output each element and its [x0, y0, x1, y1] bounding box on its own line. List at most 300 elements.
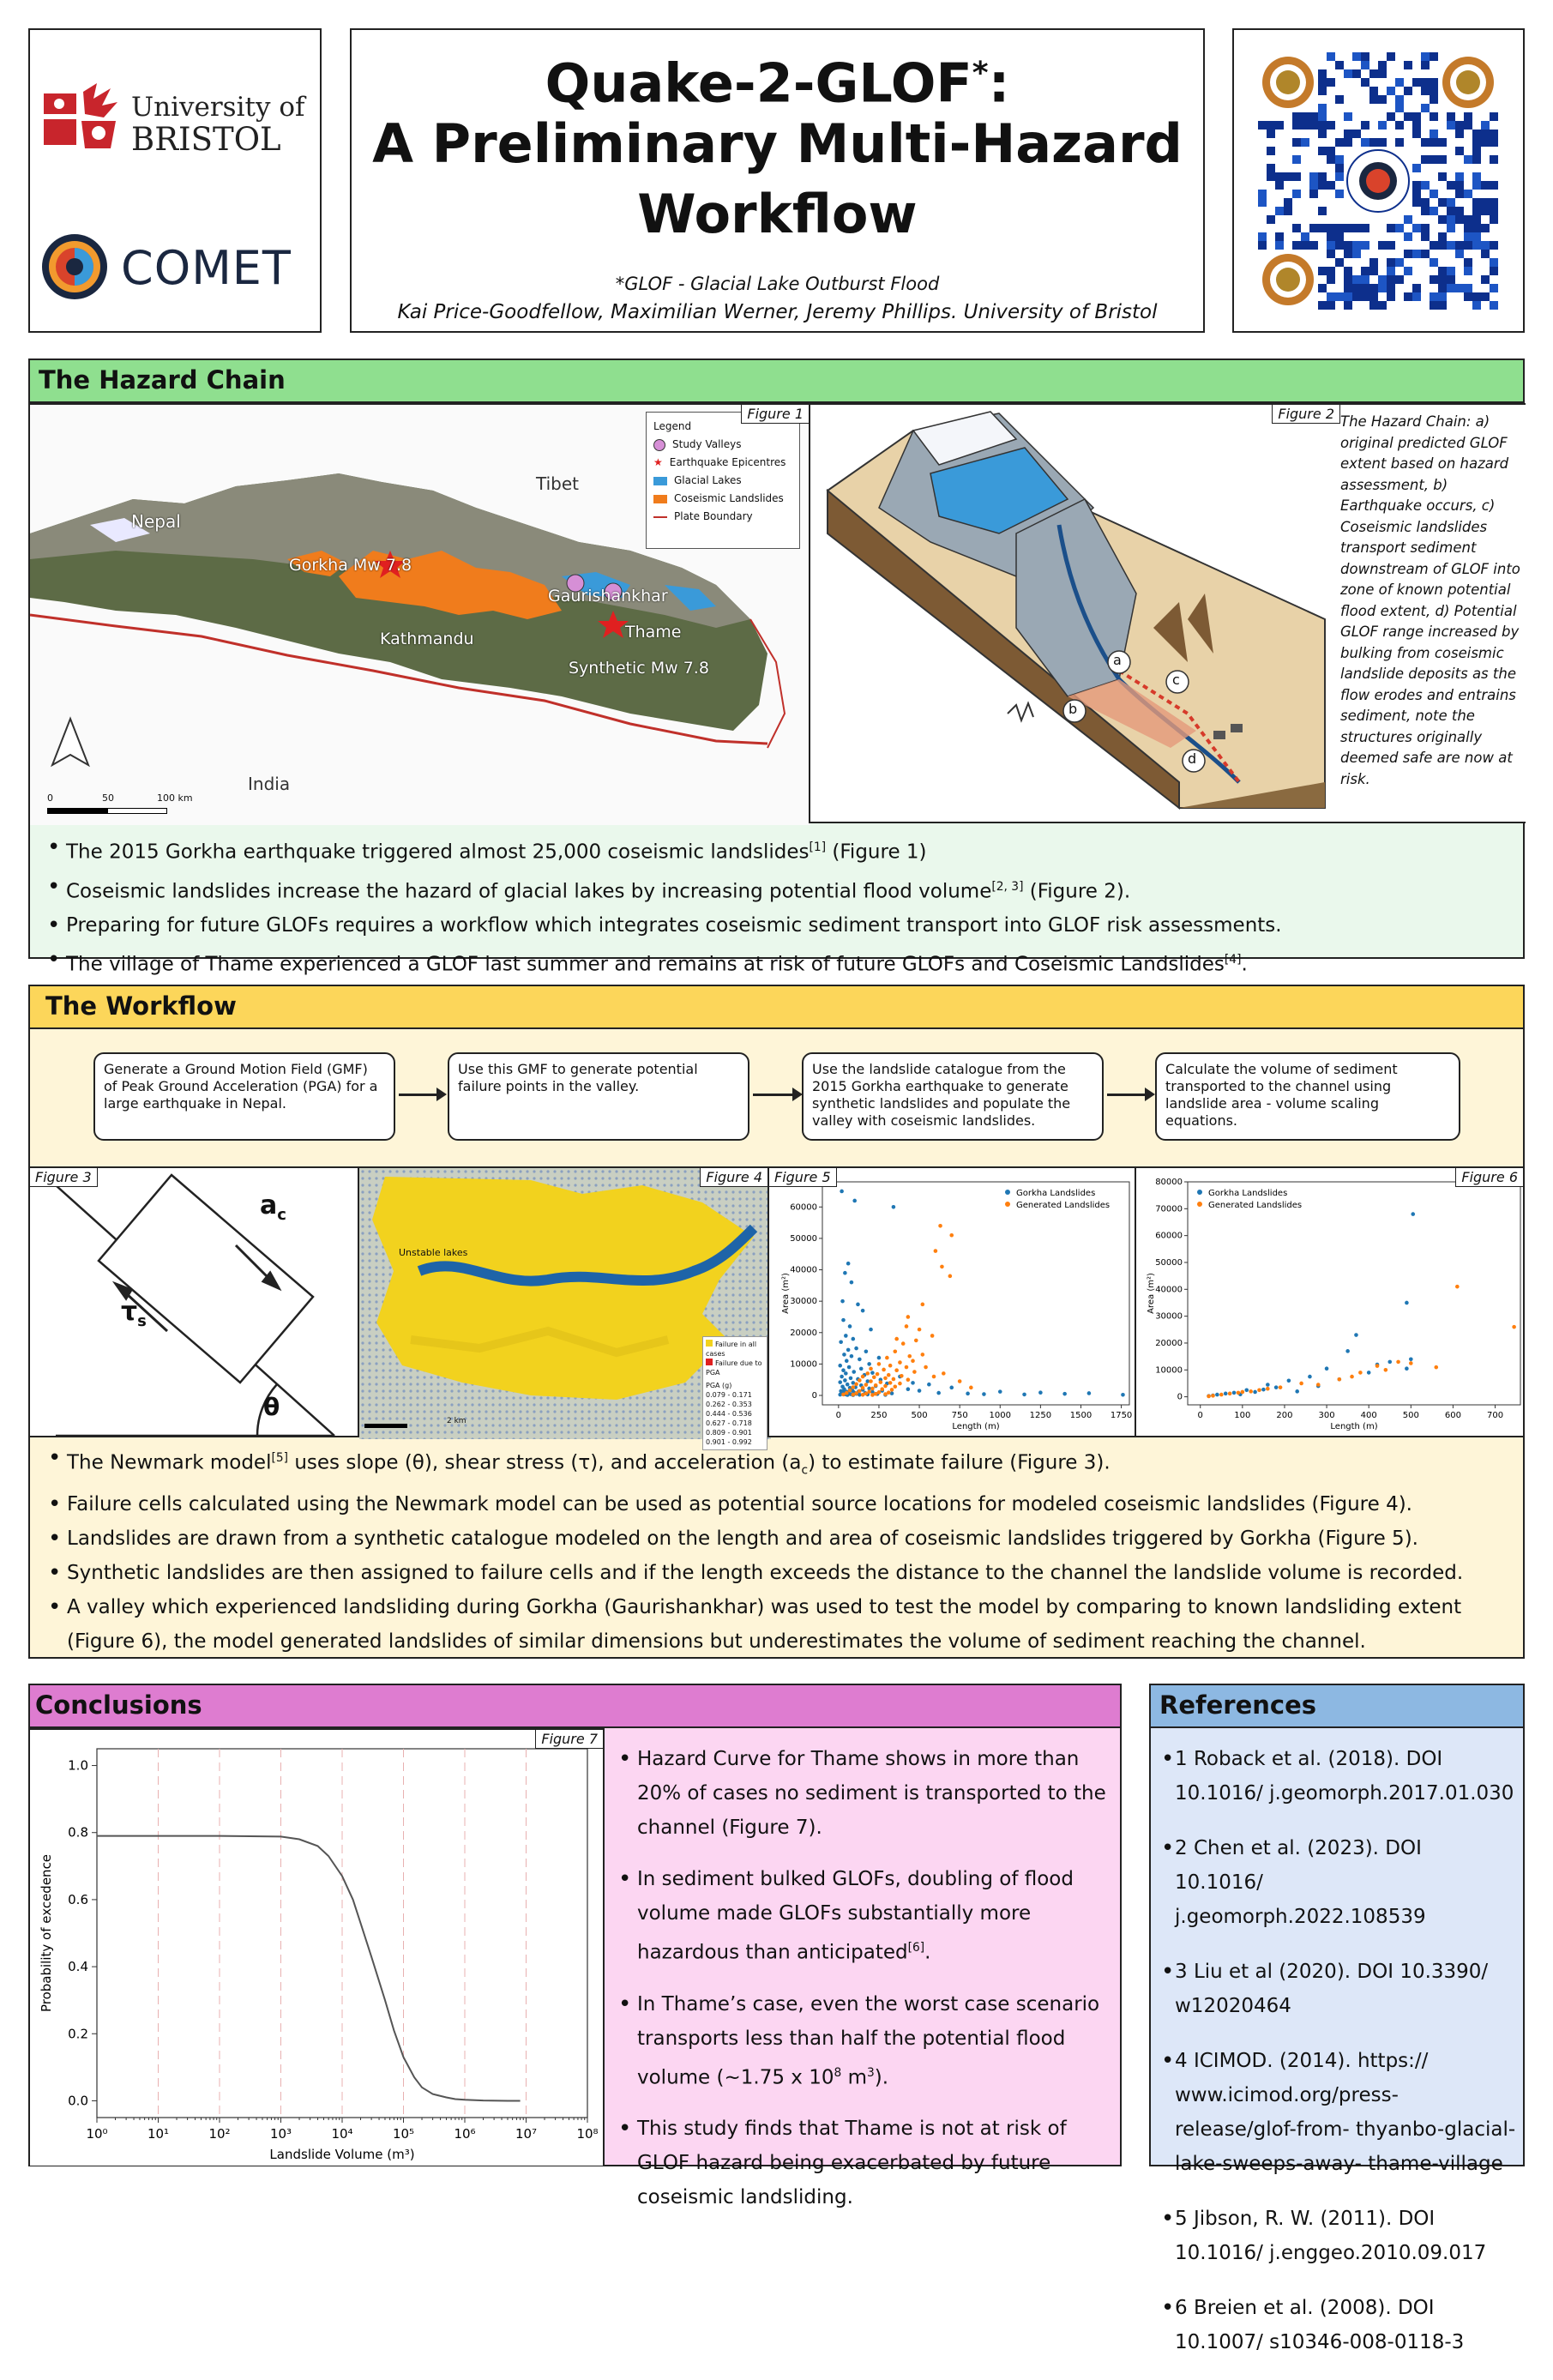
legend-study-valleys: Study Valleys: [653, 436, 792, 454]
hazard-bullet: • Coseismic landslides increase the hazard of glacial lakes by increasing potential flood volume[2, 3] (Figure 2).: [42, 870, 1517, 909]
data-point: [843, 1378, 847, 1383]
data-point: [861, 1393, 865, 1397]
qr-module: [1455, 207, 1464, 215]
data-point: [1375, 1364, 1380, 1368]
data-point: [870, 1393, 875, 1397]
data-point: [1274, 1385, 1279, 1389]
x-tick-label: 10¹: [147, 2126, 170, 2142]
data-point: [1405, 1366, 1409, 1371]
qr-module: [1378, 61, 1387, 69]
y-tick-label: 80000: [1155, 1178, 1183, 1187]
workflow-step-3: Use the landslide catalogue from the 2015 Gorkha earthquake to generate synthetic landslides and populate the valley with coseismic landslides.: [802, 1052, 1104, 1141]
data-point: [879, 1380, 883, 1384]
data-point: [1241, 1390, 1245, 1395]
hazard-bullet: • Preparing for future GLOFs requires a workflow which integrates coseismic sediment transport into GLOF risk assessments.: [42, 908, 1517, 943]
qr-module: [1352, 292, 1361, 301]
data-point: [1022, 1393, 1026, 1397]
qr-module: [1327, 301, 1335, 310]
qr-module: [1309, 181, 1318, 190]
qr-module: [1344, 284, 1352, 292]
qr-module: [1447, 267, 1455, 275]
data-point: [859, 1367, 864, 1371]
qr-module: [1472, 172, 1481, 181]
qr-module: [1447, 275, 1455, 284]
qr-code-icon[interactable]: [1258, 52, 1498, 310]
data-point: [865, 1371, 870, 1376]
figure3-newmark-diagram: [28, 1166, 359, 1437]
qr-module: [1301, 112, 1309, 121]
data-point: [890, 1388, 894, 1392]
legend-box: [646, 412, 800, 549]
qr-module: [1301, 138, 1309, 147]
qr-module: [1387, 267, 1395, 275]
x-tick-label: 750: [951, 1411, 968, 1420]
qr-module: [1412, 198, 1421, 207]
x-tick-label: 200: [1276, 1411, 1293, 1420]
data-point: [883, 1384, 888, 1389]
qr-module: [1361, 78, 1369, 87]
qr-module: [1464, 155, 1472, 164]
figure2-caption: The Hazard Chain: a) original predicted GLOF extent based on hazard assessment, b) Earthquake occurs, c) Coseismic landslides transport sediment downstream of GLOF into zone of known potential flood extent, d) Potential GLOF range increased by bulking from coseismic landslide deposits as the flow erodes and entrains sediment, note the structures originally deemed safe are now at risk.: [1340, 413, 1520, 787]
qr-module: [1387, 275, 1395, 284]
workflow-arrow: [399, 1094, 442, 1096]
data-point: [958, 1379, 962, 1383]
qr-module: [1284, 172, 1292, 181]
x-tick-label: 1000: [989, 1411, 1011, 1420]
data-point: [883, 1377, 888, 1381]
qr-module: [1335, 61, 1344, 69]
data-point: [1121, 1393, 1125, 1397]
workflow-arrow: [1107, 1094, 1150, 1096]
qr-module: [1267, 121, 1275, 130]
qr-module: [1447, 224, 1455, 232]
y-tick-label: 40000: [1155, 1285, 1183, 1295]
data-point: [1338, 1377, 1342, 1382]
data-point: [852, 1370, 856, 1374]
qr-module: [1327, 52, 1335, 61]
qr-module: [1481, 224, 1490, 232]
workflow-heading: The Workflow: [30, 986, 1523, 1029]
qr-module: [1327, 241, 1335, 250]
qr-module: [1327, 292, 1335, 301]
qr-module: [1490, 155, 1498, 164]
qr-module: [1318, 87, 1327, 95]
data-point: [838, 1364, 842, 1368]
reference-item[interactable]: • 1 Roback et al. (2018). DOI 10.1016/ j.geomorph.2017.01.030: [1156, 1742, 1516, 1811]
qr-module: [1309, 190, 1318, 198]
qr-module: [1395, 95, 1404, 104]
workflow-step-2: Use this GMF to generate potential failure points in the valley.: [448, 1052, 749, 1141]
qr-module: [1387, 241, 1395, 250]
title-colon: :: [988, 51, 1010, 115]
data-point: [1299, 1382, 1303, 1386]
bristol-logo: [42, 76, 310, 162]
qr-module: [1327, 181, 1335, 190]
qr-module: [1309, 112, 1318, 121]
qr-module: [1421, 52, 1430, 61]
qr-module: [1258, 198, 1267, 207]
qr-finder: [1456, 70, 1480, 94]
qr-module: [1481, 138, 1490, 147]
data-point: [906, 1387, 911, 1391]
qr-module: [1438, 198, 1447, 207]
legend-title: Legend: [653, 420, 692, 432]
marker-c: c: [1172, 672, 1180, 688]
qr-module: [1344, 292, 1352, 301]
x-axis-label: Length (m): [952, 1422, 1000, 1431]
qr-module: [1275, 172, 1284, 181]
qr-module: [1447, 198, 1455, 207]
marker-b: b: [1068, 701, 1078, 717]
x-tick-label: 250: [870, 1411, 888, 1420]
data-point: [882, 1368, 886, 1372]
qr-module: [1335, 190, 1344, 198]
x-tick-label: 500: [1402, 1411, 1419, 1420]
data-point: [1350, 1375, 1354, 1379]
qr-module: [1447, 181, 1455, 190]
qr-module: [1481, 250, 1490, 258]
y-tick-label: 10000: [790, 1359, 817, 1370]
data-point: [911, 1381, 915, 1385]
y-tick-label: 1.0: [68, 1757, 88, 1774]
qr-module: [1352, 275, 1361, 284]
qr-module: [1327, 275, 1335, 284]
qr-module: [1421, 181, 1430, 190]
workflow-bullet: • Failure cells calculated using the Newmark model can be used as potential source locations for modeled coseismic landslides (Figure 4).: [43, 1487, 1516, 1521]
legend-landslides: Coseismic Landslides: [653, 490, 792, 508]
data-point: [1062, 1392, 1067, 1396]
qr-module: [1395, 138, 1404, 147]
qr-module: [1378, 301, 1387, 310]
reference-item[interactable]: • 6 Breien et al. (2008). DOI 10.1007/ s10346-008-0118-3: [1156, 2291, 1516, 2359]
figure5-tag: Figure 5: [769, 1168, 837, 1187]
x-tick-label: 10⁷: [515, 2126, 538, 2142]
x-tick-label: 10⁴: [331, 2126, 353, 2142]
qr-module: [1430, 241, 1438, 250]
qr-module: [1455, 284, 1464, 292]
qr-module: [1430, 275, 1438, 284]
data-point: [893, 1384, 897, 1389]
plot-frame: [822, 1182, 1129, 1405]
qr-module: [1318, 130, 1327, 138]
data-point: [911, 1359, 915, 1363]
qr-module: [1430, 52, 1438, 61]
qr-module: [1267, 215, 1275, 224]
data-point: [883, 1392, 888, 1396]
title-footnote: *GLOF - Glacial Lake Outburst Flood: [615, 274, 940, 294]
qr-module: [1395, 78, 1404, 87]
title-panel: [350, 28, 1205, 333]
data-point: [1038, 1390, 1043, 1395]
data-point: [1434, 1365, 1438, 1370]
qr-module: [1490, 267, 1498, 275]
logos-panel: [28, 28, 322, 333]
y-tick-label: 0.6: [68, 1891, 88, 1907]
data-point: [846, 1383, 850, 1387]
data-point: [877, 1356, 882, 1360]
qr-module: [1430, 190, 1438, 198]
qr-module: [1412, 292, 1421, 301]
qr-module: [1378, 95, 1387, 104]
qr-module: [1490, 130, 1498, 138]
qr-module: [1472, 241, 1481, 250]
references-section: [1149, 1684, 1525, 2353]
qr-module: [1335, 164, 1344, 172]
reference-item[interactable]: • 5 Jibson, R. W. (2011). DOI 10.1016/ j.enggeo.2010.09.017: [1156, 2202, 1516, 2270]
qr-module: [1344, 275, 1352, 284]
qr-module: [1292, 155, 1301, 164]
qr-module: [1378, 241, 1387, 250]
data-point: [887, 1373, 891, 1377]
x-tick-label: 100: [1234, 1411, 1251, 1420]
legend-label: Gorkha Landslides: [1016, 1189, 1096, 1198]
qr-module: [1395, 275, 1404, 284]
label-kathmandu: Kathmandu: [380, 630, 474, 648]
qr-module: [1292, 241, 1301, 250]
qr-module: [1318, 147, 1327, 155]
qr-module: [1335, 292, 1344, 301]
qr-module: [1335, 95, 1344, 104]
workflow-step-1: Generate a Ground Motion Field (GMF) of Peak Ground Acceleration (PGA) for a large earthquake in Nepal.: [93, 1052, 395, 1141]
data-point: [912, 1370, 917, 1374]
qr-finder: [1276, 70, 1300, 94]
figure2-tag: Figure 2: [1272, 405, 1340, 424]
qr-module: [1267, 164, 1275, 172]
figure5-chart: [769, 1168, 1138, 1439]
qr-module: [1472, 224, 1481, 232]
qr-module: [1301, 241, 1309, 250]
qr-module: [1490, 284, 1498, 292]
data-point: [867, 1362, 871, 1366]
y-tick-label: 70000: [1155, 1204, 1183, 1214]
data-point: [880, 1387, 884, 1391]
qr-module: [1258, 241, 1267, 250]
y-tick-label: 0.8: [68, 1824, 88, 1841]
qr-module: [1481, 241, 1490, 250]
qr-module: [1481, 292, 1490, 301]
data-point: [936, 1391, 941, 1395]
data-point: [901, 1341, 906, 1346]
data-point: [838, 1380, 842, 1384]
data-point: [861, 1309, 865, 1313]
qr-module: [1352, 130, 1361, 138]
qr-module: [1472, 232, 1481, 241]
qr-module: [1318, 121, 1327, 130]
qr-module: [1421, 61, 1430, 69]
reference-item[interactable]: • 3 Liu et al (2020). DOI 10.3390/ w12020464: [1156, 1955, 1516, 2023]
y-axis-label: Area (m²): [781, 1273, 791, 1314]
data-point: [1232, 1391, 1237, 1395]
data-point: [966, 1392, 970, 1396]
data-point: [846, 1262, 851, 1266]
qr-module: [1404, 232, 1412, 241]
data-point: [893, 1349, 897, 1353]
data-point: [844, 1334, 848, 1338]
qr-module: [1387, 258, 1395, 267]
x-tick-label: 600: [1444, 1411, 1461, 1420]
qr-module: [1421, 78, 1430, 87]
x-tick-label: 10²: [208, 2126, 231, 2142]
data-point: [1207, 1395, 1211, 1399]
data-point: [864, 1349, 869, 1353]
hazard-chain-section: [28, 359, 1525, 976]
data-point: [1266, 1387, 1270, 1391]
qr-module: [1327, 155, 1335, 164]
qr-module: [1309, 241, 1318, 250]
qr-module: [1455, 241, 1464, 250]
qr-module: [1292, 138, 1301, 147]
qr-module: [1352, 284, 1361, 292]
data-point: [870, 1387, 875, 1391]
data-point: [921, 1353, 925, 1357]
qr-module: [1369, 87, 1378, 95]
figure6-tag: Figure 6: [1455, 1168, 1523, 1187]
data-point: [847, 1365, 852, 1370]
qr-module: [1490, 241, 1498, 250]
qr-module: [1438, 241, 1447, 250]
qr-module: [1404, 112, 1412, 121]
data-point: [905, 1365, 909, 1370]
data-point: [930, 1334, 935, 1338]
data-point: [852, 1385, 856, 1389]
data-point: [1279, 1385, 1283, 1389]
qr-module: [1481, 275, 1490, 284]
qr-module: [1258, 121, 1267, 130]
data-point: [905, 1324, 909, 1329]
qr-module: [1378, 69, 1387, 78]
qr-module: [1292, 224, 1301, 232]
qr-module: [1472, 138, 1481, 147]
reference-item[interactable]: • 4 ICIMOD. (2014). https:// www.icimod.org/press-release/glof-from- thyanbo-glacial-lake-sweeps-away- thame-village: [1156, 2044, 1516, 2181]
qr-module: [1318, 284, 1327, 292]
scale-bar: 0 50 100 km: [47, 792, 202, 818]
qr-module: [1455, 215, 1464, 224]
data-point: [1409, 1361, 1413, 1365]
qr-module: [1369, 95, 1378, 104]
data-point: [858, 1358, 862, 1362]
qr-module: [1344, 130, 1352, 138]
qr-module: [1344, 138, 1352, 147]
qr-module: [1404, 267, 1412, 275]
hazard-curve-line: [97, 1836, 521, 2101]
x-axis-label: Landslide Volume (m³): [269, 2147, 415, 2162]
qr-module: [1361, 275, 1369, 284]
x-tick-label: 10⁰: [86, 2126, 108, 2142]
qr-module: [1395, 121, 1404, 130]
x-tick-label: 10⁵: [392, 2126, 415, 2142]
qr-module: [1412, 130, 1421, 138]
qr-module: [1361, 224, 1369, 232]
qr-module: [1421, 224, 1430, 232]
data-point: [854, 1347, 858, 1351]
qr-module: [1344, 267, 1352, 275]
qr-module: [1438, 301, 1447, 310]
y-tick-label: 60000: [1155, 1231, 1183, 1241]
y-tick-label: 0.2: [68, 2026, 88, 2042]
workflow-arrow: [753, 1094, 798, 1096]
data-point: [1287, 1379, 1291, 1383]
qr-module: [1344, 112, 1352, 121]
qr-module: [1430, 112, 1438, 121]
qr-module: [1387, 284, 1395, 292]
data-point: [850, 1280, 854, 1285]
data-point: [872, 1375, 876, 1379]
data-point: [906, 1377, 911, 1382]
qr-module: [1369, 138, 1378, 147]
data-point: [894, 1368, 899, 1372]
qr-module: [1481, 121, 1490, 130]
qr-module: [1438, 215, 1447, 224]
data-point: [1358, 1371, 1363, 1375]
qr-module: [1387, 292, 1395, 301]
data-point: [898, 1382, 902, 1386]
conclusion-bullet: • Hazard Curve for Thame shows in more than 20% of cases no sediment is transported to the channel (Figure 7).: [613, 1742, 1111, 1845]
conclusions-heading: Conclusions: [30, 1685, 1120, 1728]
data-point: [907, 1354, 912, 1359]
qr-module: [1430, 155, 1438, 164]
data-point: [1316, 1383, 1321, 1387]
data-point: [938, 1224, 942, 1228]
qr-module: [1464, 121, 1472, 130]
data-point: [877, 1362, 882, 1366]
y-axis-label: Probability of excedence: [39, 1853, 54, 2013]
qr-module: [1412, 181, 1421, 190]
figure1-map: [30, 403, 810, 823]
qr-module: [1318, 181, 1327, 190]
qr-module: [1284, 198, 1292, 207]
qr-module: [1352, 69, 1361, 78]
data-point: [1308, 1375, 1312, 1379]
qr-module: [1361, 267, 1369, 275]
qr-module: [1344, 250, 1352, 258]
qr-module: [1430, 292, 1438, 301]
qr-module: [1318, 301, 1327, 310]
data-point: [900, 1374, 904, 1378]
qr-module: [1490, 301, 1498, 310]
tau-label: $\tau_s$: [121, 1297, 147, 1330]
qr-module: [1412, 112, 1421, 121]
data-point: [841, 1368, 846, 1372]
qr-module: [1352, 241, 1361, 250]
qr-module: [1292, 112, 1301, 121]
qr-module: [1430, 95, 1438, 104]
qr-module: [1318, 112, 1327, 121]
conclusions-section: [28, 1684, 1122, 2209]
x-axis-label: Length (m): [1330, 1422, 1378, 1431]
data-point: [840, 1375, 844, 1379]
data-point: [864, 1383, 869, 1387]
qr-module: [1352, 224, 1361, 232]
figure4-scale: 2 km: [364, 1417, 467, 1434]
qr-module: [1369, 267, 1378, 275]
workflow-step-4: Calculate the volume of sediment transported to the channel using landslide area - volume scaling equations.: [1155, 1052, 1460, 1141]
qr-module: [1412, 78, 1421, 87]
qr-module: [1369, 292, 1378, 301]
qr-module: [1472, 292, 1481, 301]
data-point: [1345, 1349, 1350, 1353]
reference-item[interactable]: • 2 Chen et al. (2023). DOI 10.1016/ j.geomorph.2022.108539: [1156, 1831, 1516, 1934]
data-point: [949, 1386, 954, 1390]
qr-module: [1284, 207, 1292, 215]
title-line1: [352, 42, 1203, 116]
qr-module: [1481, 130, 1490, 138]
data-point: [849, 1377, 853, 1381]
y-tick-label: 20000: [790, 1328, 817, 1338]
qr-module: [1378, 275, 1387, 284]
qr-module: [1421, 87, 1430, 95]
qr-module: [1447, 121, 1455, 130]
qr-module: [1275, 241, 1284, 250]
